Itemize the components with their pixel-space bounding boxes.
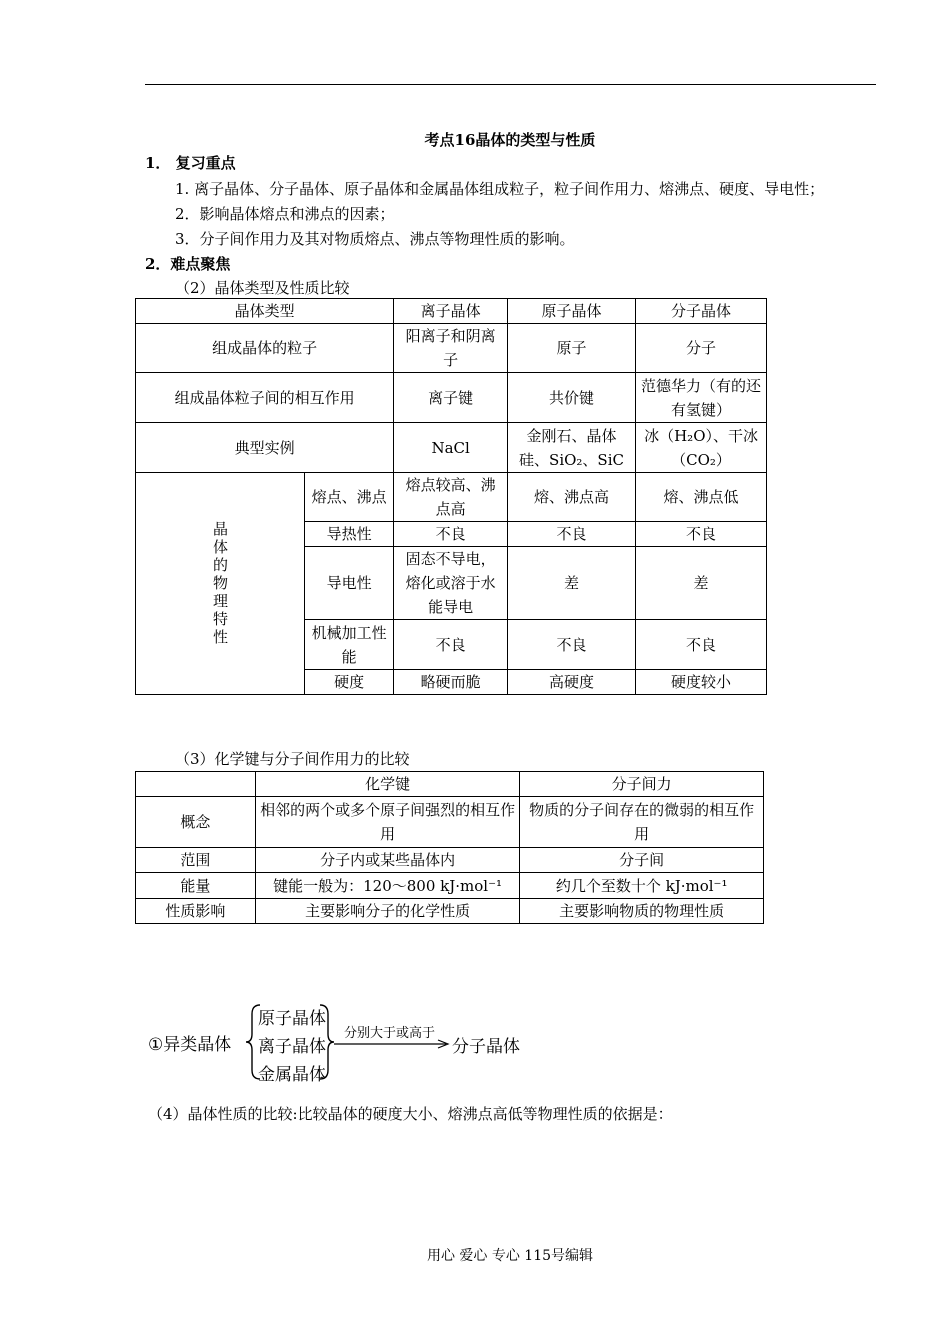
table2-caption: （3）化学键与分子间作用力的比较 [175,750,410,768]
table-cell: 共价键 [507,373,635,423]
table-cell: 不良 [394,522,508,547]
table-cell: 差 [636,547,767,620]
diagram-item: 原子晶体 [258,1009,326,1029]
section-heading-difficulty: 2．难点聚焦 [145,255,231,273]
table-cell: 主要影响物质的物理性质 [520,899,764,924]
bond-comparison-table [135,771,764,924]
table-cell: 不良 [636,522,767,547]
table-cell: 组成晶体粒子间的相互作用 [136,373,394,423]
table-cell: 不良 [394,620,508,670]
diagram-item: 离子晶体 [258,1037,326,1057]
table-cell: 金刚石、晶体硅、SiO₂、SiC [507,423,635,473]
table-cell: 差 [507,547,635,620]
table-row [136,797,764,848]
table-header-row [136,772,764,797]
table-cell: 熔点、沸点 [305,473,394,522]
table1-caption: （2）晶体类型及性质比较 [175,279,350,297]
table-header-row [136,299,767,324]
table-cell: 熔、沸点低 [636,473,767,522]
table-cell: 不良 [507,522,635,547]
table-row [136,373,767,423]
table-cell: 冰（H₂O）、干冰（CO₂） [636,423,767,473]
table-row [136,324,767,373]
table-cell: 能量 [136,873,256,899]
table-cell: 范德华力（有的还有氢键） [636,373,767,423]
table-row [136,873,764,899]
table-cell: 固态不导电，熔化或溶于水能导电 [394,547,508,620]
table-cell: 导热性 [305,522,394,547]
review-item-1: 1. 离子晶体、分子晶体、原子晶体和金属晶体组成粒子，粒子间作用力、熔沸点、硬度、导电性； [175,180,825,198]
table-cell: 组成晶体的粒子 [136,324,394,373]
table-header-cell: 分子晶体 [636,299,767,324]
table-cell: NaCl [394,423,508,473]
review-item-3: 3．分子间作用力及其对物质熔点、沸点等物理性质的影响。 [175,230,575,248]
table-header-cell: 离子晶体 [394,299,508,324]
section4-text: （4）晶体性质的比较:比较晶体的硬度大小、熔沸点高低等物理性质的依据是： [148,1105,673,1123]
page-footer: 用心 爱心 专心 115号编辑 [426,1248,594,1264]
table-header-cell: 晶体类型 [136,299,394,324]
table-cell: 硬度 [305,670,394,695]
table-cell: 高硬度 [507,670,635,695]
table-cell: 分子内或某些晶体内 [255,848,520,873]
table-cell: 主要影响分子的化学性质 [255,899,520,924]
diagram-label: ①异类晶体 [148,1035,232,1055]
table-cell: 机械加工性能 [305,620,394,670]
diagram-item: 金属晶体 [258,1065,326,1085]
table-cell: 熔点较高、沸点高 [394,473,508,522]
table-cell: 物质的分子间存在的微弱的相互作用 [520,797,764,848]
table-cell: 导电性 [305,547,394,620]
review-item-2: 2．影响晶体熔点和沸点的因素； [175,205,395,223]
diagram-result: 分子晶体 [452,1037,520,1057]
right-brace-icon [316,1002,336,1082]
crystal-comparison-table [135,298,767,695]
section-heading-review: 1． 复习重点 [145,154,236,172]
table-cell: 概念 [136,797,256,848]
table-cell: 约几个至数十个 kJ·mol⁻¹ [520,873,764,899]
table-cell: 键能一般为：120～800 kJ·mol⁻¹ [255,873,520,899]
table-header-cell: 分子间力 [520,772,764,797]
table-header-cell: 原子晶体 [507,299,635,324]
table-cell: 范围 [136,848,256,873]
top-rule [145,84,876,85]
table-cell: 离子键 [394,373,508,423]
table-cell: 原子 [507,324,635,373]
group-label-cell: 晶体的物理特性 [136,473,305,695]
table-cell: 硬度较小 [636,670,767,695]
crystal-comparison-diagram [148,1002,528,1085]
table-cell: 不良 [636,620,767,670]
table-row [136,899,764,924]
table-cell: 不良 [507,620,635,670]
arrow-text: 分别大于或高于 [344,1026,436,1041]
table-row [136,473,767,522]
table-cell: 性质影响 [136,899,256,924]
table-cell: 分子间 [520,848,764,873]
table-cell: 阳离子和阴离子 [394,324,508,373]
table-cell: 典型实例 [136,423,394,473]
table-header-cell [136,772,256,797]
table-cell: 略硬而脆 [394,670,508,695]
table-cell: 相邻的两个或多个原子间强烈的相互作用 [255,797,520,848]
right-arrow-icon [334,1038,454,1050]
table-row [136,848,764,873]
page-title: 考点16晶体的类型与性质 [424,131,596,149]
table-header-cell: 化学键 [255,772,520,797]
table-row [136,423,767,473]
table-cell: 分子 [636,324,767,373]
table-cell: 熔、沸点高 [507,473,635,522]
